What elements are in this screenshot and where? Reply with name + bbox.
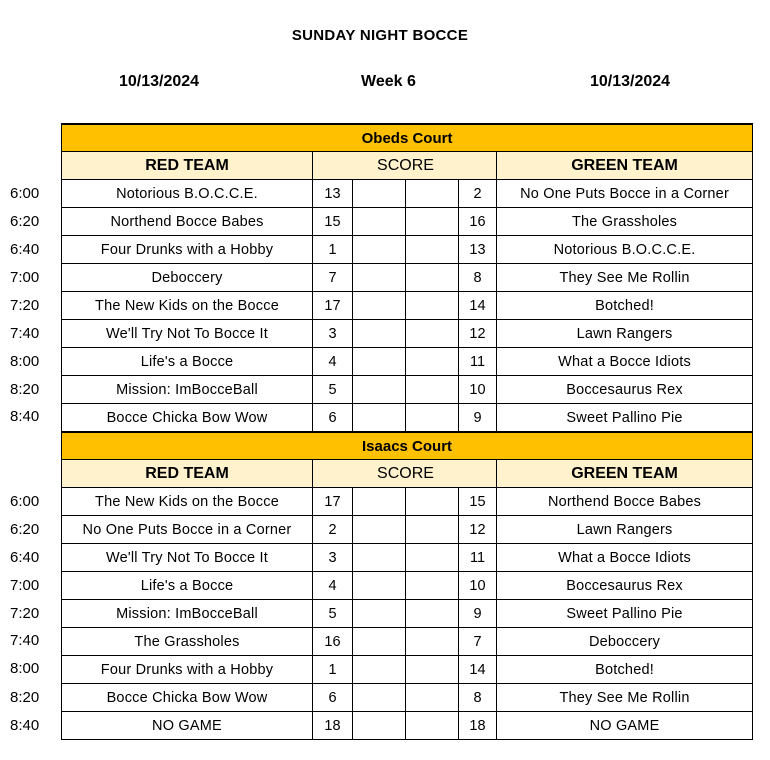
red-team-number: 1	[313, 236, 353, 264]
game-row	[62, 628, 753, 656]
green-team-cell: Northend Bocce Babes	[497, 488, 753, 516]
green-team-number: 14	[459, 292, 497, 320]
red-team-cell: No One Puts Bocce in a Corner	[62, 516, 313, 544]
red-score-cell[interactable]	[353, 684, 406, 712]
green-team-number: 11	[459, 348, 497, 376]
red-team-number: 6	[313, 684, 353, 712]
red-score-cell[interactable]	[353, 544, 406, 572]
time-label: 8:40	[10, 408, 40, 425]
green-score-cell[interactable]	[406, 404, 459, 433]
green-score-cell[interactable]	[406, 264, 459, 292]
time-label: 8:40	[10, 717, 40, 734]
header-spacer	[459, 152, 497, 180]
red-score-cell[interactable]	[353, 516, 406, 544]
green-team-number: 12	[459, 516, 497, 544]
green-team-header: GREEN TEAM	[497, 460, 753, 488]
green-team-cell: Lawn Rangers	[497, 320, 753, 348]
time-label: 8:20	[10, 381, 40, 398]
red-team-cell: Bocce Chicka Bow Wow	[62, 404, 313, 433]
green-score-cell[interactable]	[406, 488, 459, 516]
green-team-cell: Notorious B.O.C.C.E.	[497, 236, 753, 264]
time-label: 6:00	[10, 493, 40, 510]
red-team-number: 18	[313, 712, 353, 740]
green-score-cell[interactable]	[406, 320, 459, 348]
red-team-cell: Mission: ImBocceBall	[62, 376, 313, 404]
column-header-row	[62, 460, 753, 488]
green-team-number: 15	[459, 488, 497, 516]
red-score-cell[interactable]	[353, 712, 406, 740]
green-team-number: 9	[459, 600, 497, 628]
red-team-cell: Four Drunks with a Hobby	[62, 236, 313, 264]
red-score-cell[interactable]	[353, 600, 406, 628]
red-team-cell: The New Kids on the Bocce	[62, 488, 313, 516]
green-team-number: 8	[459, 684, 497, 712]
red-score-cell[interactable]	[353, 292, 406, 320]
score-header: SCORE	[353, 152, 459, 180]
red-team-cell: Life's a Bocce	[62, 348, 313, 376]
date-right: 10/13/2024	[590, 73, 671, 90]
red-team-cell: Life's a Bocce	[62, 572, 313, 600]
game-row	[62, 600, 753, 628]
header-spacer	[313, 460, 353, 488]
red-team-cell: We'll Try Not To Bocce It	[62, 544, 313, 572]
red-team-number: 15	[313, 208, 353, 236]
time-label: 8:00	[10, 353, 40, 370]
time-label: 7:00	[10, 269, 40, 286]
green-team-cell: What a Bocce Idiots	[497, 348, 753, 376]
green-team-number: 11	[459, 544, 497, 572]
court-name: Obeds Court	[62, 124, 753, 152]
red-team-number: 1	[313, 656, 353, 684]
red-score-cell[interactable]	[353, 320, 406, 348]
green-score-cell[interactable]	[406, 516, 459, 544]
green-team-cell: Lawn Rangers	[497, 516, 753, 544]
green-score-cell[interactable]	[406, 208, 459, 236]
red-team-number: 2	[313, 516, 353, 544]
green-score-cell[interactable]	[406, 600, 459, 628]
green-score-cell[interactable]	[406, 628, 459, 656]
green-team-number: 10	[459, 376, 497, 404]
schedule-table	[61, 123, 753, 740]
game-row	[62, 208, 753, 236]
red-team-cell: The New Kids on the Bocce	[62, 292, 313, 320]
green-team-cell: Deboccery	[497, 628, 753, 656]
red-team-number: 3	[313, 320, 353, 348]
red-team-number: 16	[313, 628, 353, 656]
week-label: Week 6	[361, 73, 416, 90]
green-score-cell[interactable]	[406, 684, 459, 712]
red-team-number: 6	[313, 404, 353, 433]
red-team-number: 17	[313, 488, 353, 516]
green-score-cell[interactable]	[406, 712, 459, 740]
red-team-number: 4	[313, 348, 353, 376]
score-header: SCORE	[353, 460, 459, 488]
time-label: 7:20	[10, 297, 40, 314]
column-header-row	[62, 152, 753, 180]
time-label: 6:40	[10, 549, 40, 566]
red-team-cell: Mission: ImBocceBall	[62, 600, 313, 628]
red-team-cell: We'll Try Not To Bocce It	[62, 320, 313, 348]
game-row	[62, 516, 753, 544]
court-header	[62, 432, 753, 460]
green-team-cell: Boccesaurus Rex	[497, 572, 753, 600]
green-team-cell: NO GAME	[497, 712, 753, 740]
green-score-cell[interactable]	[406, 180, 459, 208]
red-team-number: 17	[313, 292, 353, 320]
header-spacer	[459, 460, 497, 488]
red-team-cell: Notorious B.O.C.C.E.	[62, 180, 313, 208]
court-name: Isaacs Court	[62, 432, 753, 460]
time-label: 7:40	[10, 325, 40, 342]
game-row	[62, 684, 753, 712]
red-team-cell: The Grassholes	[62, 628, 313, 656]
green-team-cell: What a Bocce Idiots	[497, 544, 753, 572]
green-team-cell: Botched!	[497, 292, 753, 320]
time-label: 6:20	[10, 521, 40, 538]
time-label: 6:20	[10, 213, 40, 230]
green-team-cell: Sweet Pallino Pie	[497, 600, 753, 628]
green-team-number: 8	[459, 264, 497, 292]
green-team-number: 12	[459, 320, 497, 348]
time-label: 8:20	[10, 689, 40, 706]
green-team-number: 16	[459, 208, 497, 236]
header-spacer	[313, 152, 353, 180]
green-score-cell[interactable]	[406, 572, 459, 600]
green-score-cell[interactable]	[406, 656, 459, 684]
red-team-cell: Northend Bocce Babes	[62, 208, 313, 236]
game-row	[62, 572, 753, 600]
game-row	[62, 236, 753, 264]
time-label: 7:40	[10, 632, 40, 649]
game-row	[62, 404, 753, 433]
time-label: 7:20	[10, 605, 40, 622]
green-team-header: GREEN TEAM	[497, 152, 753, 180]
green-team-number: 18	[459, 712, 497, 740]
red-score-cell[interactable]	[353, 572, 406, 600]
red-score-cell[interactable]	[353, 236, 406, 264]
red-score-cell[interactable]	[353, 348, 406, 376]
green-team-cell: Sweet Pallino Pie	[497, 404, 753, 433]
green-team-number: 2	[459, 180, 497, 208]
game-row	[62, 488, 753, 516]
green-team-number: 9	[459, 404, 497, 433]
green-team-cell: They See Me Rollin	[497, 264, 753, 292]
green-team-cell: No One Puts Bocce in a Corner	[497, 180, 753, 208]
green-team-number: 14	[459, 656, 497, 684]
time-label: 6:40	[10, 241, 40, 258]
red-team-header: RED TEAM	[62, 460, 313, 488]
green-team-cell: Botched!	[497, 656, 753, 684]
game-row	[62, 320, 753, 348]
green-score-cell[interactable]	[406, 348, 459, 376]
red-team-cell: Deboccery	[62, 264, 313, 292]
red-score-cell[interactable]	[353, 656, 406, 684]
red-team-number: 13	[313, 180, 353, 208]
game-row	[62, 544, 753, 572]
game-row	[62, 376, 753, 404]
red-team-number: 5	[313, 376, 353, 404]
green-score-cell[interactable]	[406, 236, 459, 264]
red-team-number: 4	[313, 572, 353, 600]
red-score-cell[interactable]	[353, 488, 406, 516]
green-team-number: 7	[459, 628, 497, 656]
red-team-number: 3	[313, 544, 353, 572]
green-score-cell[interactable]	[406, 544, 459, 572]
red-team-cell: Bocce Chicka Bow Wow	[62, 684, 313, 712]
red-team-header: RED TEAM	[62, 152, 313, 180]
green-score-cell[interactable]	[406, 292, 459, 320]
game-row	[62, 712, 753, 740]
red-team-cell: Four Drunks with a Hobby	[62, 656, 313, 684]
court-header	[62, 124, 753, 152]
red-team-number: 7	[313, 264, 353, 292]
red-team-cell: NO GAME	[62, 712, 313, 740]
time-label: 8:00	[10, 660, 40, 677]
game-row	[62, 264, 753, 292]
red-team-number: 5	[313, 600, 353, 628]
game-row	[62, 348, 753, 376]
green-team-cell: Boccesaurus Rex	[497, 376, 753, 404]
green-team-cell: They See Me Rollin	[497, 684, 753, 712]
green-team-cell: The Grassholes	[497, 208, 753, 236]
red-score-cell[interactable]	[353, 628, 406, 656]
game-row	[62, 292, 753, 320]
green-team-number: 13	[459, 236, 497, 264]
game-row	[62, 656, 753, 684]
date-left: 10/13/2024	[119, 73, 200, 90]
red-score-cell[interactable]	[353, 208, 406, 236]
green-team-number: 10	[459, 572, 497, 600]
game-row	[62, 180, 753, 208]
green-score-cell[interactable]	[406, 376, 459, 404]
red-score-cell[interactable]	[353, 180, 406, 208]
red-score-cell[interactable]	[353, 376, 406, 404]
time-label: 6:00	[10, 185, 40, 202]
page-title: SUNDAY NIGHT BOCCE	[291, 27, 469, 44]
time-label: 7:00	[10, 577, 40, 594]
red-score-cell[interactable]	[353, 404, 406, 433]
red-score-cell[interactable]	[353, 264, 406, 292]
